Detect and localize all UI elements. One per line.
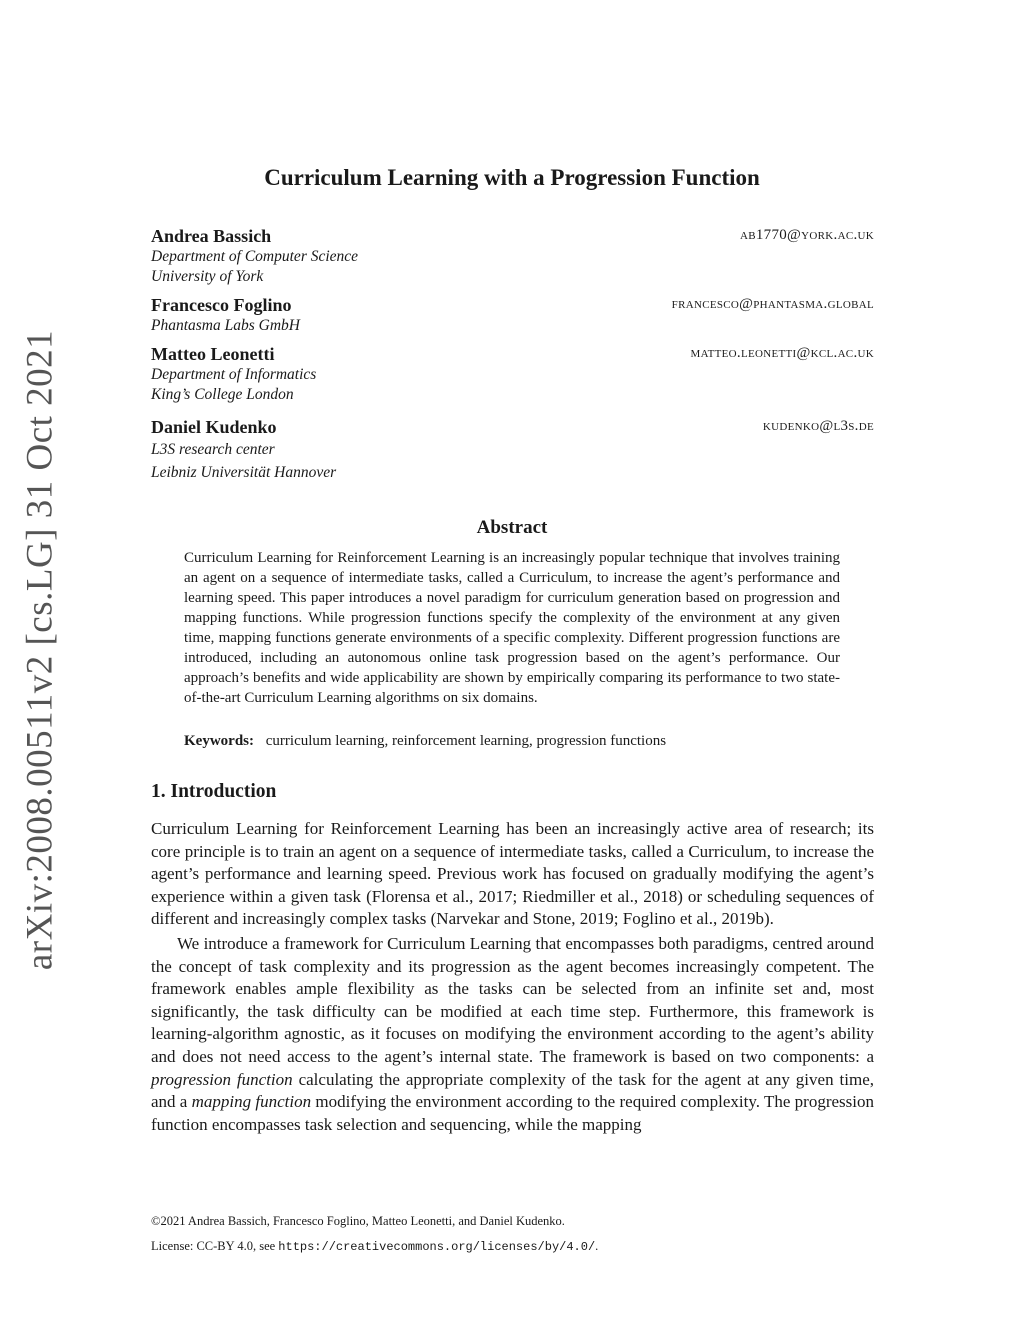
license-notice — [151, 1239, 598, 1254]
author-affiliation: King’s College London — [151, 386, 294, 403]
paragraph — [151, 933, 874, 1136]
paragraph-text: We introduce a framework for Curriculum Learning that encompasses both paradigms, centred around the concept of task complexity and its progression as the agent becomes increasingly competent. The framework enables ample flexibility as the tasks can be selected from an infinite set and, most significantly, the task difficulty can be modified at each time step. Furthermore, this framework is learning-algorithm agnostic, as it focuses on modifying the environment according to the agent’s ability and does not need access to the agent’s internal state. The framework is based on two components: a — [151, 933, 874, 1066]
license-suffix: . — [595, 1239, 599, 1253]
author-block — [151, 416, 874, 484]
abstract-heading: Abstract — [476, 517, 548, 538]
author-name: Andrea Bassich — [151, 226, 272, 246]
author-affiliation: Leibniz Universität Hannover — [151, 464, 337, 481]
author-block — [151, 294, 874, 336]
license-prefix: License: CC-BY 4.0, see — [151, 1239, 279, 1253]
author-name: Daniel Kudenko — [151, 417, 277, 437]
author-affiliation: University of York — [151, 268, 264, 285]
emphasis-term: mapping function — [191, 1092, 312, 1112]
author-affiliation: Department of Computer Science — [151, 248, 359, 265]
keywords-line — [184, 731, 840, 751]
author-email[interactable]: francesco@phantasma.global — [671, 296, 874, 312]
author-affiliation: L3S research center — [151, 441, 275, 458]
author-affiliation: Department of Informatics — [151, 366, 317, 383]
author-email[interactable]: matteo.leonetti@kcl.ac.uk — [690, 345, 874, 361]
keywords-label: Keywords: — [184, 733, 254, 749]
paragraph-text: calculating the appropriate complexity of the task for the agent at any given time, and a — [151, 1069, 874, 1112]
section-body — [151, 818, 874, 1136]
paper-title: Curriculum Learning with a Progression Function — [264, 165, 760, 190]
author-name: Matteo Leonetti — [151, 344, 275, 364]
arxiv-identifier: arXiv:2008.00511v2 [cs.LG] 31 Oct 2021 — [19, 329, 61, 971]
paragraph-text: modifying the environment according to the required complexity. The progression function encompasses task selection and sequencing, while the mapping — [151, 1092, 874, 1134]
author-block — [151, 225, 874, 287]
keywords-list: curriculum learning, reinforcement learning, progression functions — [265, 733, 667, 749]
copyright-notice: ©2021 Andrea Bassich, Francesco Foglino, Matteo Leonetti, and Daniel Kudenko. — [151, 1214, 565, 1228]
section-heading: 1. Introduction — [151, 781, 277, 802]
author-name: Francesco Foglino — [151, 295, 292, 315]
author-affiliation: Phantasma Labs GmbH — [151, 317, 300, 334]
author-block — [151, 343, 874, 405]
abstract-text: Curriculum Learning for Reinforcement Learning is an increasingly popular technique that involves training an agent on a sequence of intermediate tasks, called a Curriculum, to increase the agent’s performance and learning speed. This paper introduces a novel paradigm for curriculum generation based on progression and mapping functions. While progression functions specify the complexity of the environment at any given time, mapping functions generate environments of a specific complexity. Different progression functions are introduced, including an autonomous online task progression based on the agent’s performance. Our approach’s benefits and wide applicability are shown by empirically comparing its performance to two state-of-the-art Curriculum Learning algorithms on six domains. — [184, 550, 840, 706]
emphasis-term: progression function — [151, 1069, 293, 1089]
license-link[interactable]: https://creativecommons.org/licenses/by/4.0/ — [278, 1240, 596, 1254]
author-email[interactable]: ab1770@york.ac.uk — [739, 227, 874, 243]
author-email[interactable]: kudenko@l3s.de — [762, 418, 874, 434]
paragraph: Curriculum Learning for Reinforcement Learning has been an increasingly active area of research; its core principle is to train an agent on a sequence of intermediate tasks, called a Curriculum, to increase the agent’s performance and learning speed. Previous work has focused on gradually modifying the agent’s experience within a given task (Florensa et al., 2017; Riedmiller et al., 2018) or scheduling sequences of different and increasingly complex tasks (Narvekar and Stone, 2019; Foglino et al., 2019b). — [151, 819, 874, 929]
